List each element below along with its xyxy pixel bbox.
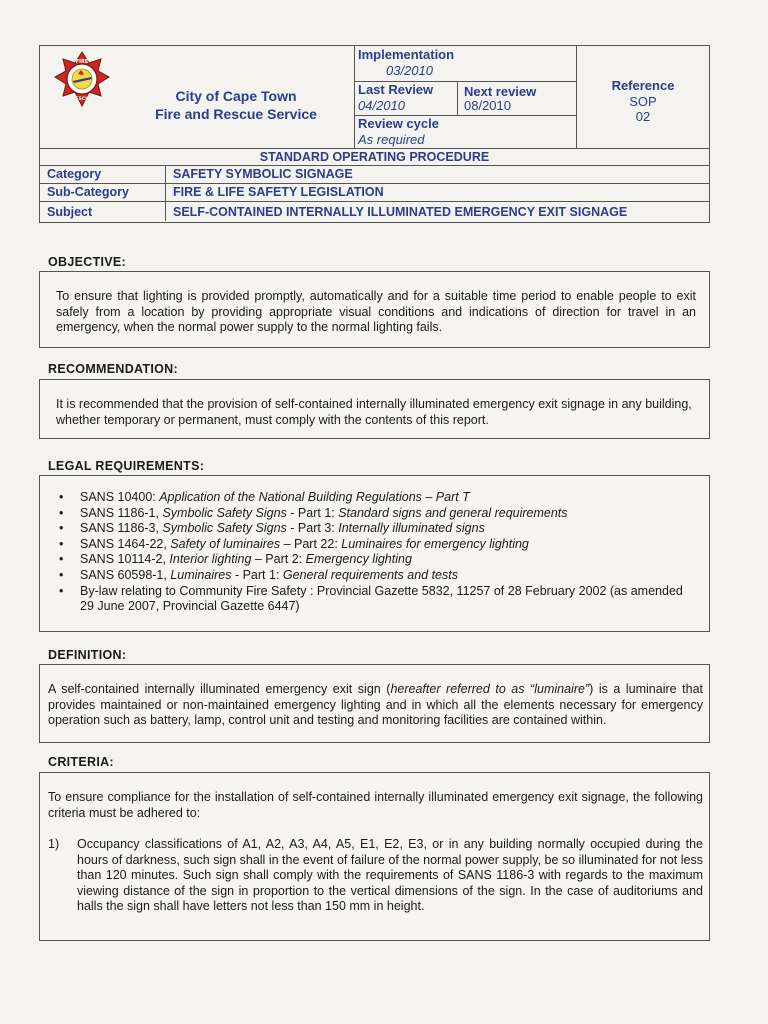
recommendation-heading: RECOMMENDATION:: [48, 362, 178, 376]
legal-item-part: – Part 22:: [280, 536, 342, 551]
reference-cell: [576, 46, 710, 148]
legal-item-part-title: Standard signs and general requirements: [338, 505, 568, 520]
definition-heading: DEFINITION:: [48, 648, 127, 662]
definition-text: [48, 682, 703, 729]
legal-item-part-title: Internally illuminated signs: [338, 521, 485, 536]
legal-item-title: Luminaires: [170, 567, 232, 582]
document-header: [39, 45, 710, 149]
review-divider: [457, 81, 458, 115]
review-meta: [354, 46, 577, 148]
subject-row: [40, 202, 709, 222]
legal-item-title: Symbolic Safety Signs: [162, 505, 287, 520]
subject-key: Subject: [47, 205, 93, 219]
recommendation-box: [39, 379, 710, 439]
emblem-bottom-text: RESCUE: [72, 97, 92, 102]
objective-heading: OBJECTIVE:: [48, 255, 127, 269]
classification-divider: [165, 165, 166, 221]
last-review-value: 04/2010: [358, 98, 405, 113]
reference-number: 02: [635, 109, 651, 124]
definition-text-start: A self-contained internally illuminated emergency exit sign (: [48, 682, 391, 696]
criteria-item-number: 1): [48, 837, 60, 851]
legal-item-part: - Part 1:: [231, 567, 283, 582]
objective-box: [39, 271, 710, 348]
bullet-icon: •: [59, 505, 64, 520]
legal-item-title: Interior lighting: [169, 552, 252, 567]
last-review-label: Last Review: [358, 82, 434, 97]
subject-value: SELF-CONTAINED INTERNALLY ILLUMINATED EMERGENCY EXIT SIGNAGE: [173, 205, 628, 219]
legal-item: [40, 506, 690, 522]
reference-sop: SOP: [629, 94, 657, 109]
legal-item-part: - Part 1:: [286, 505, 339, 520]
review-dates-row: [354, 81, 576, 116]
criteria-heading: CRITERIA:: [48, 755, 114, 769]
legal-item-code: SANS 10114-2,: [80, 552, 170, 567]
category-value: SAFETY SYMBOLIC SIGNAGE: [173, 167, 353, 181]
legal-item: [40, 568, 690, 584]
sub-category-value: FIRE & LIFE SAFETY LEGISLATION: [173, 185, 384, 199]
legal-item: [40, 490, 690, 506]
legal-item-title: Safety of luminaires: [170, 536, 281, 551]
sub-category-key: Sub-Category: [47, 185, 129, 199]
sop-banner: STANDARD OPERATING PROCEDURE: [40, 149, 709, 166]
legal-box: [39, 475, 710, 632]
legal-item: [40, 521, 690, 537]
fire-rescue-emblem-icon: [51, 50, 113, 112]
sub-category-row: [40, 184, 709, 202]
bullet-icon: •: [59, 567, 64, 582]
legal-item-part-title: Luminaires for emergency lighting: [341, 536, 529, 551]
definition-box: [39, 664, 710, 743]
review-cycle-row: [354, 115, 576, 148]
legal-item-code: SANS 10400:: [80, 490, 160, 504]
organisation-city: City of Cape Town: [175, 88, 297, 104]
definition-text-end: ) is a luminaire that provides maintained or non-maintained emergency lighting and in which all the elements necessary for emergency operation such as battery, lamp, control unit and testing and monitoring facilities are contained within.: [48, 682, 703, 727]
legal-item: [40, 552, 690, 568]
legal-item-part: - Part 3:: [286, 521, 339, 536]
category-row: [40, 166, 709, 184]
legal-item-title: Symbolic Safety Signs: [162, 521, 287, 536]
legal-item-code: SANS 1186-1,: [80, 505, 163, 520]
legal-list: [40, 490, 690, 615]
implementation-value: 03/2010: [386, 63, 433, 78]
classification-table: [39, 149, 710, 223]
review-cycle-label: Review cycle: [358, 116, 439, 131]
legal-item-code: SANS 60598-1,: [80, 567, 171, 582]
organisation-cell: [40, 46, 355, 148]
legal-item-code: By-law relating to Community Fire Safety : Provincial Gazette 5832, 11257 of 28 February 2002 (as amended 29 June 2007, Provincial Gazette 6447): [80, 583, 683, 614]
legal-item-code: SANS 1186-3,: [80, 521, 163, 536]
legal-item: [40, 584, 690, 615]
next-review-value: 08/2010: [464, 98, 511, 113]
review-cycle-value: As required: [358, 132, 425, 147]
legal-item-code: SANS 1464-22,: [80, 536, 171, 551]
recommendation-text: It is recommended that the provision of self-contained internally illuminated emergency exit signage in any building, whether temporary or permanent, must comply with the contents of this report.: [56, 397, 692, 427]
bullet-icon: •: [59, 583, 64, 598]
objective-text: To ensure that lighting is provided promptly, automatically and for a suitable time period to enable people to exit safely from a location by providing appropriate visual conditions and indications of direction for travel in an emergency, when the normal power supply to the normal lighting fails.: [56, 289, 696, 334]
organisation-name: [136, 87, 336, 123]
criteria-intro: To ensure compliance for the installation of self-contained internally illuminated emergency exit signage, the following criteria must be adhered to:: [48, 790, 703, 820]
bullet-icon: •: [59, 490, 64, 504]
implementation-row: [354, 46, 576, 82]
legal-item-part-title: Emergency lighting: [305, 552, 412, 567]
legal-item-title: Application of the National Building Regulations – Part T: [159, 490, 470, 504]
legal-item-part-title: General requirements and tests: [282, 567, 458, 582]
category-key: Category: [47, 167, 102, 181]
emblem-top-text: FIRE: [75, 59, 89, 65]
bullet-icon: •: [59, 521, 64, 536]
legal-item-part: – Part 2:: [251, 552, 306, 567]
organisation-service: Fire and Rescue Service: [155, 106, 317, 122]
next-review-label: Next review: [464, 84, 537, 99]
criteria-box: [39, 772, 710, 941]
bullet-icon: •: [59, 552, 64, 567]
definition-text-italic: hereafter referred to as “luminaire”: [390, 682, 590, 696]
reference-label: Reference: [611, 78, 675, 93]
implementation-label: Implementation: [358, 47, 455, 62]
bullet-icon: •: [59, 536, 64, 551]
legal-heading: LEGAL REQUIREMENTS:: [48, 459, 205, 473]
criteria-item-text: Occupancy classifications of A1, A2, A3, A4, A5, E1, E2, E3, or in any building normally occupied during the hours of darkness, such sign shall in the event of failure of the normal power supply, be so illuminated for not less than 120 minutes. Such sign shall comply with the requirements of SANS 1186-3 with regards to the maximum viewing distance of the sign in proportion to the vertical dimensions of the sign. In the case of auditoriums and halls the sign shall have letters not less than 150 mm in height.: [77, 837, 703, 913]
legal-item: [40, 537, 690, 553]
